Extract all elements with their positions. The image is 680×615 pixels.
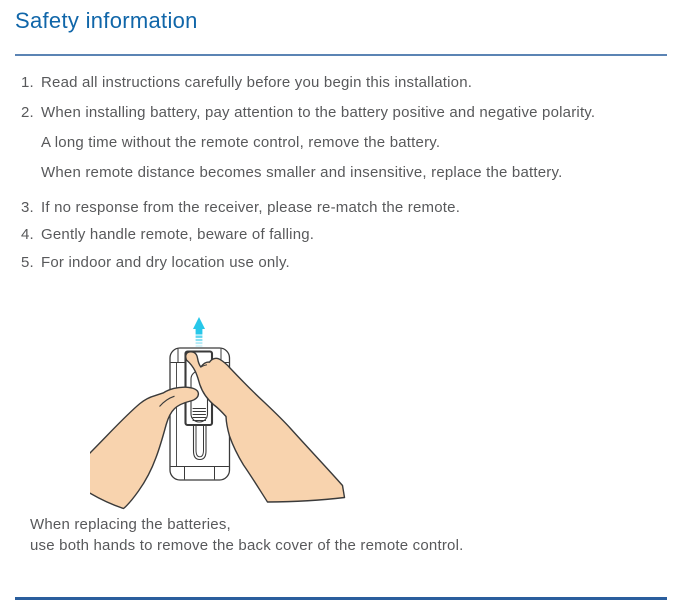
list-number: 4.: [21, 226, 34, 243]
list-item-2-continuation: [41, 134, 440, 151]
footer-divider-line: [15, 597, 667, 600]
title-divider-line: [15, 54, 667, 56]
page-title: Safety information: [15, 8, 198, 33]
list-number: 5.: [21, 254, 34, 271]
caption-line-2: use both hands to remove the back cover of the remote control.: [30, 537, 464, 554]
list-text: For indoor and dry location use only.: [41, 254, 290, 271]
list-item-2-continuation: [41, 164, 562, 181]
list-text: When installing battery, pay attention to the battery positive and negative polarity.: [41, 104, 596, 121]
remote-back-cover-illustration: [90, 305, 460, 520]
list-item-4: [21, 226, 314, 243]
list-number: 1.: [21, 74, 34, 91]
caption-line-1: When replacing the batteries,: [30, 516, 231, 533]
list-number: 3.: [21, 199, 34, 216]
list-text: When remote distance becomes smaller and insensitive, replace the battery.: [41, 164, 563, 181]
list-number: 2.: [21, 104, 34, 121]
list-item-2: [21, 104, 595, 121]
list-item-5: [21, 254, 290, 271]
list-text: Gently handle remote, beware of falling.: [41, 226, 315, 243]
list-text: If no response from the receiver, please re-match the remote.: [41, 199, 461, 216]
slide-up-arrow-icon: [193, 317, 205, 347]
list-item-3: [21, 199, 460, 216]
illustration-caption: [30, 514, 463, 556]
list-text: Read all instructions carefully before you begin this installation.: [41, 74, 473, 91]
list-text: A long time without the remote control, remove the battery.: [41, 134, 441, 151]
list-item-1: [21, 74, 472, 91]
